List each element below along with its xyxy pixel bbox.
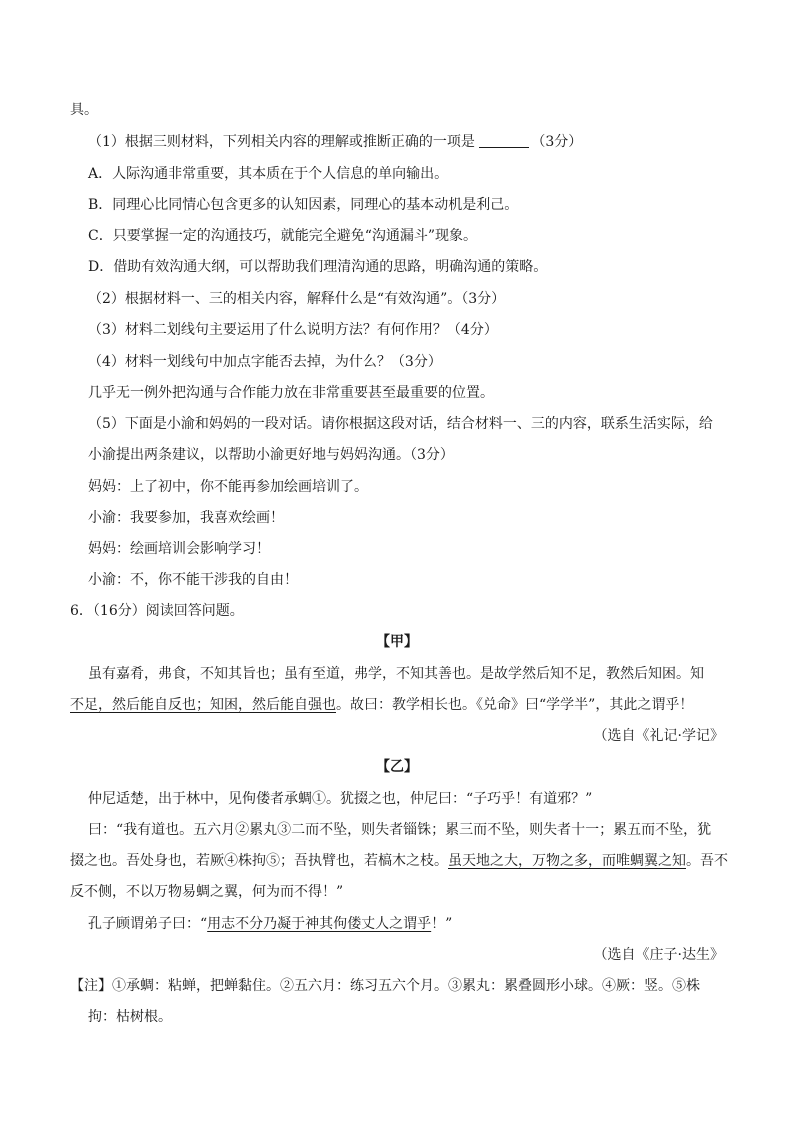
question-1 <box>88 132 582 152</box>
underlined-sentence: 不足，然后能自反也；知困，然后能自强也 <box>70 697 336 713</box>
question-5-line1: （5）下面是小渝和妈妈的一段对话。请你根据这段对话，结合材料一、三的内容，联系生活实际，给 <box>88 416 713 432</box>
passage-text: ！” <box>431 916 453 932</box>
option-d: D．借助有效沟通大纲，可以帮助我们理清沟通的思路，明确沟通的策略。 <box>88 259 548 275</box>
annotation-line1: 【注】①承蜩：粘蝉，把蝉黏住。②五六月：练习五六个月。③累丸：累叠圆形小球。④厥：竖。⑤株 <box>70 978 700 994</box>
dialogue-line: 妈妈：上了初中，你不能再参加绘画培训了。 <box>88 479 368 495</box>
passage-yi-line3 <box>70 851 728 871</box>
underlined-sentence: 虽天地之大，万物之多，而唯蜩翼之知 <box>448 853 686 869</box>
underlined-sentence: 用志不分乃凝于神其佝偻丈人之谓乎 <box>207 916 432 932</box>
passage-yi-line1: 仲尼适楚，出于林中，见佝偻者承蜩①。犹掇之也，仲尼曰：“子巧乎！有道邪？” <box>88 791 593 807</box>
answer-blank <box>479 133 529 148</box>
source-citation-jia: （选自《礼记·学记》 <box>593 728 724 744</box>
passage-text: 。故曰：教学相长也。《兑命》曰“学学半”，其此之谓乎！ <box>336 697 694 713</box>
option-c: C．只要掌握一定的沟通技巧，就能完全避免“沟通漏斗”现象。 <box>88 228 478 244</box>
passage-text: 。吾不 <box>686 853 728 869</box>
text-line: 具。 <box>70 102 98 118</box>
passage-jia-line2 <box>70 695 693 715</box>
passage-text: 孔子顾谓弟子曰：“ <box>88 916 208 932</box>
question-4: （4）材料一划线句中加点字能否去掉，为什么？（3分） <box>88 354 442 370</box>
passage-yi-line5 <box>88 914 452 934</box>
question-5-line2: 小渝提出两条建议，以帮助小渝更好地与妈妈沟通。（3分） <box>88 447 454 463</box>
section-title-jia: 【甲】 <box>376 634 418 650</box>
passage-text: 掇之也。吾处身也，若厥④株拘⑤；吾执臂也，若槁木之枝。 <box>70 853 448 869</box>
question-4-sentence: 几乎无一例外把沟通与合作能力放在非常重要甚至最重要的位置。 <box>88 385 494 401</box>
question-1-text: （1）根据三则材料，下列相关内容的理解或推断正确的一项是 <box>88 134 475 150</box>
passage-yi-line4: 反不侧，不以万物易蜩之翼，何为而不得！” <box>70 884 344 900</box>
option-b: B．同理心比同情心包含更多的认知因素，同理心的基本动机是利己。 <box>88 197 519 213</box>
passage-yi-line2: 曰：“我有道也。五六月②累丸③二而不坠，则失者锱铢；累三而不坠，则失者十一；累五而不坠，犹 <box>88 822 712 838</box>
dialogue-line: 小渝：我要参加，我喜欢绘画！ <box>88 510 284 526</box>
question-2: （2）根据材料一、三的相关内容，解释什么是“有效沟通”。（3分） <box>88 291 506 307</box>
passage-jia-line1: 虽有嘉肴，弗食，不知其旨也；虽有至道，弗学，不知其善也。是故学然后知不足，教然后知困。知 <box>88 666 704 682</box>
question-3: （3）材料二划线句主要运用了什么说明方法？有何作用？（4分） <box>88 322 498 338</box>
question-6: 6．（16分）阅读回答问题。 <box>70 603 244 619</box>
dialogue-line: 小渝：不，你不能干涉我的自由！ <box>88 572 298 588</box>
source-citation-yi: （选自《庄子·达生》 <box>593 947 724 963</box>
section-title-yi: 【乙】 <box>376 759 418 775</box>
dialogue-line: 妈妈：绘画培训会影响学习！ <box>88 541 270 557</box>
question-1-score: （3分） <box>531 134 583 150</box>
option-a: A．人际沟通非常重要，其本质在于个人信息的单向输出。 <box>88 166 449 182</box>
annotation-line2: 拘：枯树根。 <box>88 1009 172 1025</box>
